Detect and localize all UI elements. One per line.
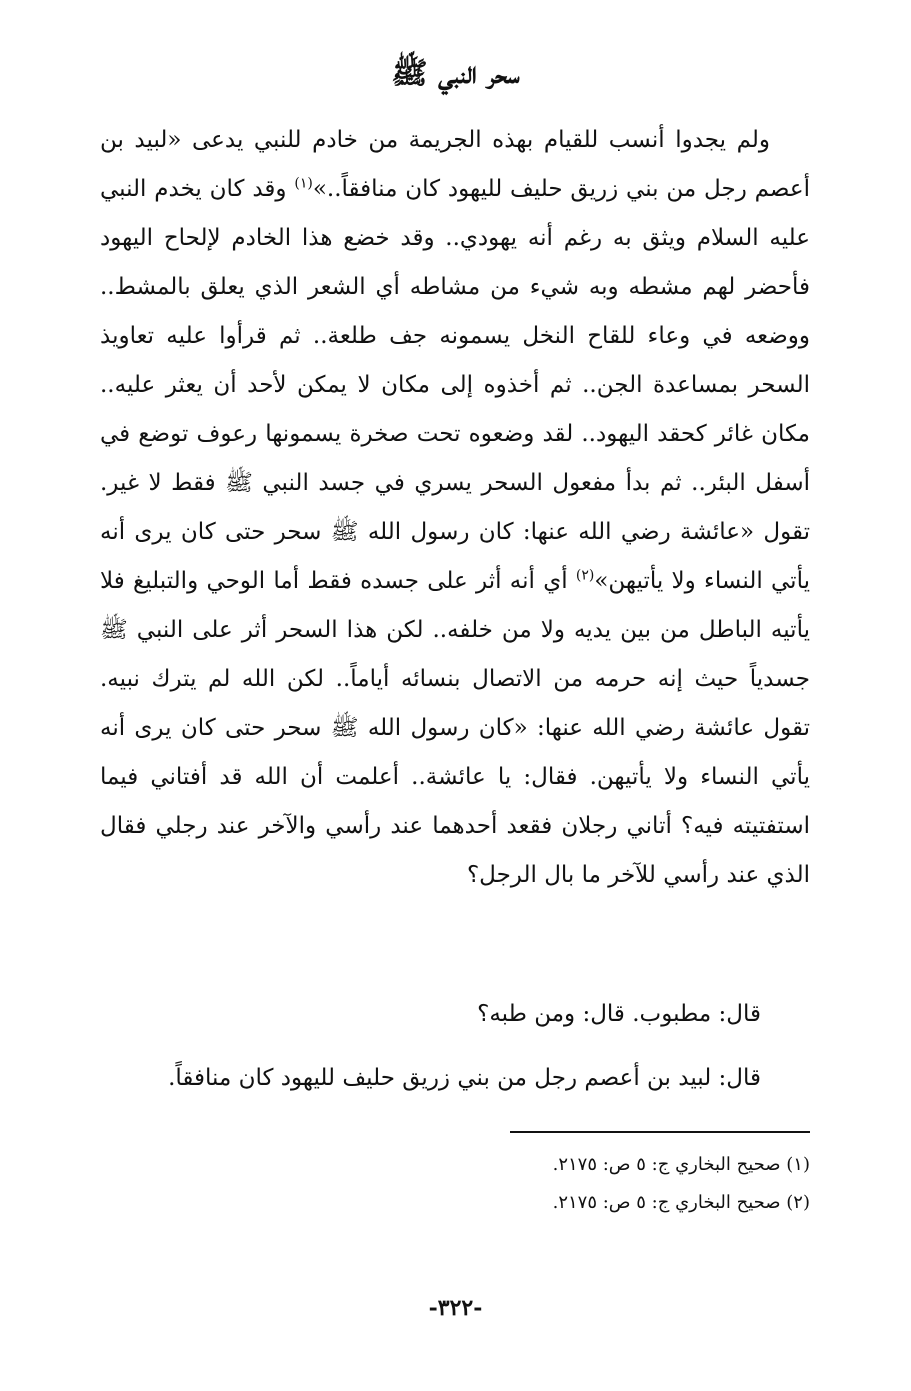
footnote-2: (٢) صحيح البخاري ج: ٥ ص: ٢١٧٥. <box>552 1192 810 1213</box>
paragraph-1-part-1: ولم يجدوا أنسب للقيام بهذه الجريمة من خادم للنبي يدعى «لبيد بن أعصم رجل من بني زريق حليف لليهود كان منافقاً..» <box>100 127 810 202</box>
paragraph-1 <box>100 116 810 900</box>
footnote-ref-1[interactable]: (١) <box>294 175 313 192</box>
page-title: سحر النبي ﷺ <box>391 56 520 91</box>
main-text <box>100 116 810 900</box>
footnote-ref-2[interactable]: (٢) <box>575 567 595 584</box>
dialogue-line-1: قال: مطبوب. قال: ومن طبه؟ <box>477 1001 761 1027</box>
footnote-1: (١) صحيح البخاري ج: ٥ ص: ٢١٧٥. <box>552 1154 810 1175</box>
paragraph-1-part-2: وقد كان يخدم النبي عليه السلام ويثق به رغم أنه يهودي.. وقد خضع هذا الخادم لإلحاح اليهود فأحضر لهم مشطه وبه شيء من مشاطه أي الشعر الذي يعلق بالمشط.. ووضعه في وعاء للقاح النخل يسمونه جف طلعة.. ثم قرأوا عليه تعاويذ السحر بمساعدة الجن.. ثم أخذوه إلى مكان لا يمكن لأحد أن يعثر عليه.. مكان غائر كحقد اليهود.. لقد وضعوه تحت صخرة يسمونها رعوف توضع في أسفل البئر.. ثم بدأ مفعول السحر يسري في جسد النبي ﷺ فقط لا غير. تقول «عائشة رضي الله عنها: كان رسول الله ﷺ سحر حتى كان يرى أنه يأتي النساء ولا يأتيهن» <box>100 176 810 594</box>
paragraph-1-part-3: أي أنه أثر على جسده فقط أما الوحي والتبليغ فلا يأتيه الباطل من بين يديه ولا من خلفه.. لكن هذا السحر أثر على النبي ﷺ جسدياً حيث إنه حرمه من الاتصال بنسائه أياماً.. لكن الله لم يترك نبيه. تقول عائشة رضي الله عنها: «كان رسول الله ﷺ سحر حتى كان يرى أنه يأتي النساء ولا يأتيهن. فقال: يا عائشة.. أعلمت أن الله قد أفتاني فيما استفتيته فيه؟ أتاني رجلان فقعد أحدهما عند رأسي والآخر عند رجلي فقال الذي عند رأسي للآخر ما بال الرجل؟ <box>100 568 810 888</box>
page-number: -٣٢٢- <box>428 1295 483 1321</box>
footnote-divider <box>510 1131 810 1133</box>
dialogue-line-2: قال: لبيد بن أعصم رجل من بني زريق حليف لليهود كان منافقاً. <box>168 1065 761 1091</box>
